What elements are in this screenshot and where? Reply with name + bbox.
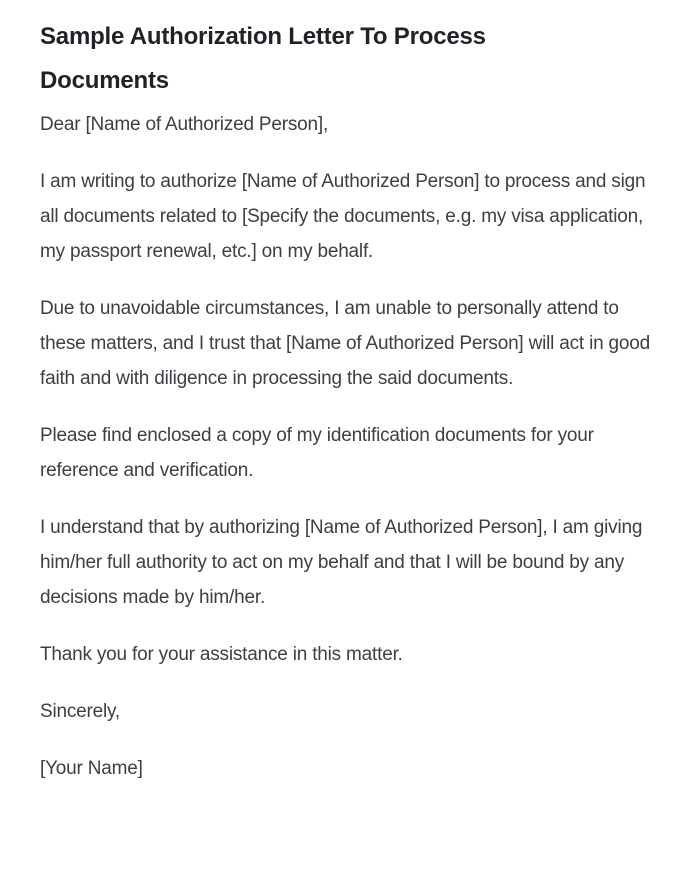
letter-paragraph: Thank you for your assistance in this matter. — [40, 644, 403, 665]
letter-paragraph: I understand that by authorizing [Name of Authorized Person], I am giving him/her full authority to act on my behalf and that I will be bound by any decisions made by him/her. — [40, 517, 643, 608]
letter-body — [40, 107, 660, 786]
letter-paragraph: Dear [Name of Authorized Person], — [40, 114, 329, 135]
letter-paragraph: Due to unavoidable circumstances, I am unable to personally attend to these matters, and I trust that [Name of Authorized Person] will act in good faith and with diligence in processing the said documents. — [40, 298, 651, 389]
letter-paragraph: Sincerely, — [40, 701, 121, 722]
letter-paragraph: [Your Name] — [40, 758, 143, 779]
letter-paragraph: Please find enclosed a copy of my identification documents for your reference and verification. — [40, 425, 594, 481]
page-title: Sample Authorization Letter To Process Documents — [40, 23, 486, 94]
letter-paragraph: I am writing to authorize [Name of Authorized Person] to process and sign all documents related to [Specify the documents, e.g. my visa application, my passport renewal, etc.] on my behalf. — [40, 171, 646, 262]
